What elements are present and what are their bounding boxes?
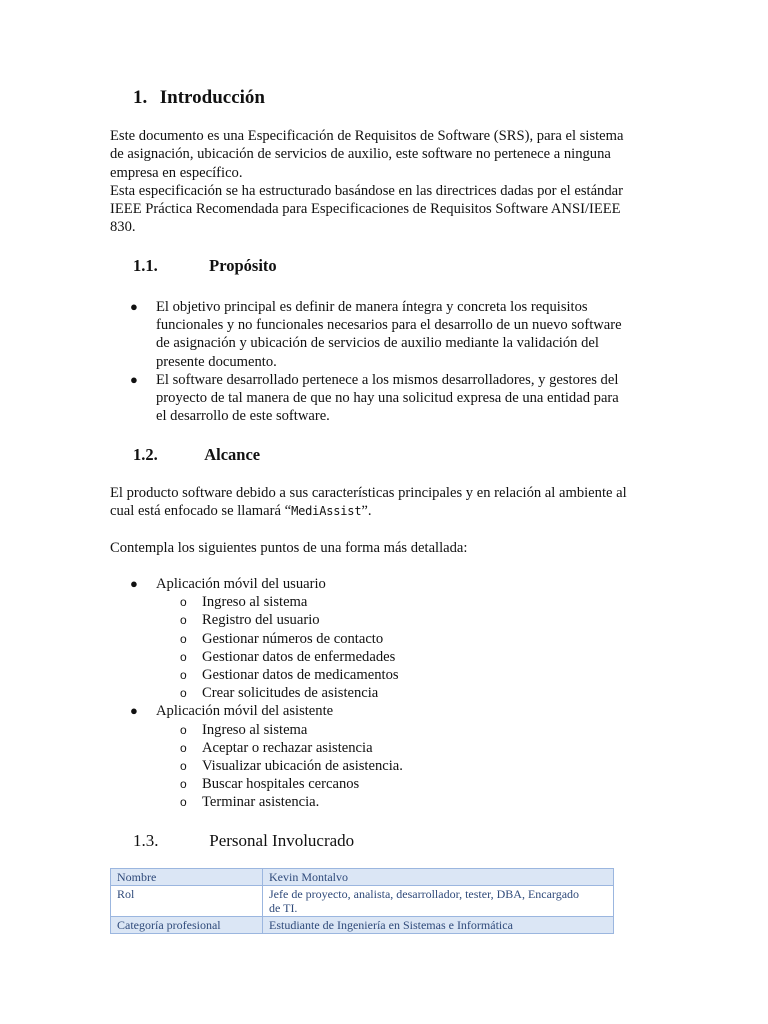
table-key-cell: Categoría profesional bbox=[111, 917, 263, 934]
table-value-line: Jefe de proyecto, analista, desarrollador, tester, DBA, Encargado bbox=[269, 887, 580, 901]
list-item-line: funcionales y no funcionales necesarios para el desarrollo de un nuevo software bbox=[156, 317, 622, 334]
sub-item-text: Gestionar números de contacto bbox=[202, 630, 384, 647]
circle-bullet-icon: o bbox=[180, 631, 187, 646]
list-item bbox=[130, 575, 690, 702]
list-item-line: El software desarrollado pertenece a los mismos desarrolladores, y gestores del bbox=[156, 371, 619, 388]
list-item-line: el desarrollo de este software. bbox=[156, 408, 330, 425]
sub-list bbox=[156, 593, 690, 702]
sub-list-item bbox=[156, 648, 690, 666]
intro-line: Esta especificación se ha estructurado basándose en las directrices dadas por el estándar bbox=[110, 182, 623, 199]
list-item bbox=[130, 298, 690, 371]
list-item bbox=[130, 371, 690, 426]
intro-line: de asignación, ubicación de servicios de auxilio, este software no pertenece a ninguna bbox=[110, 146, 611, 163]
list-item-line: proyecto de tal manera de que no hay una solicitud expresa de una entidad para bbox=[156, 390, 619, 407]
table-value-cell: Estudiante de Ingeniería en Sistemas e Informática bbox=[263, 917, 614, 934]
bullet-icon: ● bbox=[130, 703, 138, 719]
alcance-heading bbox=[133, 445, 260, 465]
section-1-heading bbox=[133, 86, 265, 110]
product-name: MediAssist bbox=[291, 504, 362, 519]
alcance-title: Alcance bbox=[204, 445, 261, 464]
sub-list-item bbox=[156, 721, 690, 739]
sub-list-item bbox=[156, 666, 690, 684]
intro-line: Este documento es una Especificación de Requisitos de Software (SRS), para el sistema bbox=[110, 128, 624, 144]
table-row bbox=[111, 869, 614, 886]
table-value-cell bbox=[263, 886, 614, 917]
sub-list-item bbox=[156, 775, 690, 793]
sub-item-text: Visualizar ubicación de asistencia. bbox=[202, 758, 403, 775]
sub-list-item bbox=[156, 793, 690, 811]
sub-list-item bbox=[156, 593, 690, 611]
circle-bullet-icon: o bbox=[180, 649, 187, 664]
circle-bullet-icon: o bbox=[180, 777, 187, 792]
circle-bullet-icon: o bbox=[180, 595, 187, 610]
circle-bullet-icon: o bbox=[180, 795, 187, 810]
alcance-line-end: ”. bbox=[361, 503, 372, 520]
group-label: Aplicación móvil del usuario bbox=[156, 576, 326, 592]
personal-title: Personal Involucrado bbox=[209, 831, 355, 850]
intro-line: 830. bbox=[110, 219, 136, 236]
table-row bbox=[111, 917, 614, 934]
group-label: Aplicación móvil del asistente bbox=[156, 703, 334, 720]
bullet-icon: ● bbox=[130, 371, 138, 387]
section-1-title: Introducción bbox=[159, 87, 265, 108]
list-item-line: El objetivo principal es definir de manera íntegra y concreta los requisitos bbox=[156, 299, 588, 315]
circle-bullet-icon: o bbox=[180, 759, 187, 774]
alcance-line: El producto software debido a sus características principales y en relación al ambiente al bbox=[110, 485, 627, 501]
sub-list-item bbox=[156, 684, 690, 702]
proposito-number: 1.1. bbox=[133, 256, 158, 275]
circle-bullet-icon: o bbox=[180, 740, 187, 755]
table-value-cell: Kevin Montalvo bbox=[263, 869, 614, 886]
circle-bullet-icon: o bbox=[180, 722, 187, 737]
sub-item-text: Ingreso al sistema bbox=[202, 721, 308, 738]
contempla-text bbox=[110, 539, 670, 557]
bullet-icon: ● bbox=[130, 299, 138, 314]
table-key-cell: Rol bbox=[111, 886, 263, 917]
table-value-line: de TI. bbox=[269, 901, 298, 915]
proposito-title: Propósito bbox=[209, 256, 277, 275]
sub-list-item bbox=[156, 611, 690, 629]
sub-item-text: Crear solicitudes de asistencia bbox=[202, 685, 379, 702]
sub-list bbox=[156, 721, 690, 812]
intro-line: empresa en específico. bbox=[110, 164, 243, 181]
sub-item-text: Gestionar datos de enfermedades bbox=[202, 648, 396, 665]
circle-bullet-icon: o bbox=[180, 613, 187, 628]
alcance-line bbox=[110, 502, 670, 520]
proposito-list bbox=[130, 298, 690, 425]
section-1-number: 1. bbox=[133, 87, 148, 108]
proposito-heading bbox=[133, 256, 277, 276]
sub-item-text: Terminar asistencia. bbox=[202, 794, 320, 811]
sub-item-text: Buscar hospitales cercanos bbox=[202, 776, 360, 793]
sub-item-text: Aceptar o rechazar asistencia bbox=[202, 739, 373, 756]
sub-list-item bbox=[156, 739, 690, 757]
alcance-number: 1.2. bbox=[133, 445, 158, 464]
sub-list-item bbox=[156, 630, 690, 648]
alcance-list bbox=[130, 575, 690, 812]
personal-number: 1.3. bbox=[133, 831, 159, 850]
personal-table bbox=[110, 868, 614, 934]
list-item-line: de asignación y ubicación de servicios de auxilio mediante la validación del bbox=[156, 335, 599, 352]
personal-heading bbox=[133, 831, 354, 851]
table-row bbox=[111, 886, 614, 917]
bullet-icon: ● bbox=[130, 576, 138, 591]
intro-paragraph bbox=[110, 127, 670, 237]
list-item bbox=[130, 702, 690, 811]
alcance-line-start: cual está enfocado se llamará “ bbox=[110, 503, 292, 520]
alcance-paragraph bbox=[110, 484, 670, 521]
intro-line: IEEE Práctica Recomendada para Especificaciones de Requisitos Software ANSI/IEEE bbox=[110, 201, 621, 218]
sub-list-item bbox=[156, 757, 690, 775]
sub-item-text: Registro del usuario bbox=[202, 612, 320, 629]
table-key-cell: Nombre bbox=[111, 869, 263, 886]
list-item-line: presente documento. bbox=[156, 353, 277, 370]
circle-bullet-icon: o bbox=[180, 668, 187, 683]
sub-item-text: Ingreso al sistema bbox=[202, 594, 308, 611]
sub-item-text: Gestionar datos de medicamentos bbox=[202, 667, 399, 684]
contempla-line: Contempla los siguientes puntos de una forma más detallada: bbox=[110, 540, 468, 556]
circle-bullet-icon: o bbox=[180, 686, 187, 701]
